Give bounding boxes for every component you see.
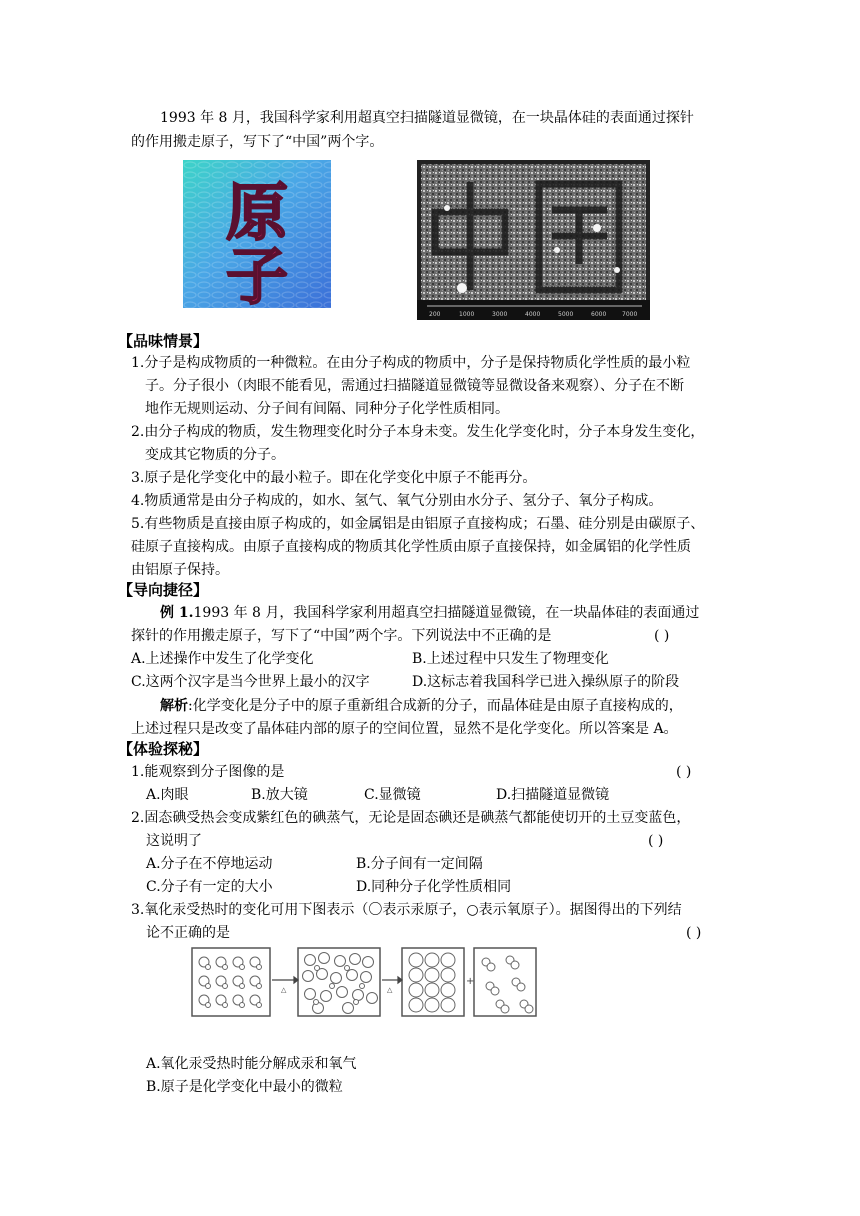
q2-option-d: D.同种分子化学性质相同: [356, 879, 512, 895]
q2-stem-1: 2.固态碘受热会变成紫红色的碘蒸气，无论是固态碘还是碘蒸气都能使切开的土豆变蓝色，: [131, 810, 691, 826]
q1-option-d: D.扫描隧道显微镜: [496, 787, 610, 803]
example-text-1: 1993 年 8 月，我国科学家利用超真空扫描隧道显微镜，在一块晶体硅的表面通过: [193, 605, 700, 621]
q3-answer-paren[interactable]: ( ): [686, 925, 702, 941]
s1-line: 2.由分子构成的物质，发生物理变化时分子本身未变。发生化学变化时，分子本身发生变化，: [131, 424, 705, 440]
s1-line: 变成其它物质的分子。: [145, 447, 285, 463]
atom-circle: [361, 972, 372, 983]
atom-circle: [206, 984, 211, 989]
atom-circle: [337, 987, 348, 998]
q2-option-a: A.分子在不停地运动: [146, 856, 273, 872]
example-line-2: 探针的作用搬走原子，写下了“中国”两个字。下列说法中不正确的是: [131, 628, 552, 644]
atom-image-char-1: 原: [225, 176, 289, 249]
q1-option-b: B.放大镜: [251, 787, 308, 803]
atom-circle: [409, 953, 423, 967]
atom-circle: [206, 965, 211, 970]
option-a: A.上述操作中发生了化学变化: [131, 651, 314, 667]
atom-circle: [240, 965, 245, 970]
atom-circle: [525, 1005, 533, 1013]
atom-circle: [354, 1000, 359, 1005]
atom-circle: [331, 973, 342, 984]
example-label: 例 1.: [160, 605, 194, 621]
intro-line-2: 的作用搬走原子，写下了“中国”两个字。: [131, 134, 384, 150]
atom-circle: [409, 983, 423, 997]
atom-circle: [223, 984, 228, 989]
stm-scale-label: 6000: [591, 311, 607, 318]
q1-option-c: C.显微镜: [364, 787, 421, 803]
atom-circle: [425, 968, 439, 982]
q2-option-b: B.分子间有一定间隔: [356, 856, 483, 872]
s1-line: 4.物质通常是由分子构成的，如水、氢气、氧气分别由水分子、氢分子、氧分子构成。: [131, 493, 663, 509]
option-b: B.上述过程中只发生了物理变化: [412, 651, 609, 667]
analysis-line-2: 上述过程只是改变了晶体硅内部的原子的空间位置，显然不是化学变化。所以答案是 A。: [131, 721, 678, 737]
atom-circle: [305, 989, 316, 1000]
q3-stem-1: 3.氧化汞受热时的变化可用下图表示（〇表示汞原子，○表示氧原子）。据图得出的下列结: [131, 902, 682, 918]
stm-scale-label: 7000: [622, 311, 638, 318]
atom-circle: [330, 984, 335, 989]
s1-line: 子。分子很小（肉眼不能看见，需通过扫描隧道显微镜等显微设备来观察）、分子在不断: [145, 378, 684, 394]
q1-stem: 1.能观察到分子图像的是: [131, 764, 285, 780]
atom-circle: [315, 966, 320, 971]
analysis-label: 解析: [160, 698, 188, 714]
atom-circle: [517, 983, 525, 991]
s1-line: 硅原子直接构成。由原子直接构成的物质其化学性质由原子直接保持，如金属铝的化学性质: [131, 539, 691, 555]
example-line-1: [160, 602, 699, 624]
q3-stem-2: 论不正确的是: [146, 925, 230, 941]
atom-circle: [223, 965, 228, 970]
svg-text:+: +: [466, 976, 475, 987]
stm-scale-label: 200: [429, 311, 441, 318]
svg-text:△: △: [387, 986, 393, 994]
atom-circle: [501, 1005, 509, 1013]
q3-option-a: A.氧化汞受热时能分解成汞和氧气: [146, 1056, 357, 1072]
q1-answer-paren[interactable]: ( ): [676, 764, 692, 780]
atom-circle: [367, 993, 378, 1004]
atom-circle: [353, 990, 364, 1001]
section-heading-tiyan: 【体验探秘】: [118, 740, 209, 758]
atom-circle: [441, 953, 455, 967]
analysis-text-1: :化学变化是分子中的原子重新组合成新的分子，而晶体硅是由原子直接构成的，: [188, 698, 683, 714]
atom-circle: [425, 998, 439, 1012]
atom-circle: [303, 971, 314, 982]
s1-line: 地作无规则运动、分子间有间隔、同种分子化学性质相同。: [145, 401, 509, 417]
atom-circle: [206, 1003, 211, 1008]
q3-option-b: B.原子是化学变化中最小的微粒: [146, 1079, 343, 1095]
option-d: D.这标志着我国科学已进入操纵原子的阶段: [412, 674, 680, 690]
analysis-line-1: [160, 695, 683, 717]
stm-scale-label: 1000: [459, 311, 475, 318]
atom-circle: [240, 984, 245, 989]
atom-circle: [335, 956, 346, 967]
mercury-oxide-diagram: [190, 946, 540, 1020]
stm-scale-label: 3000: [492, 311, 508, 318]
s1-line: 1.分子是构成物质的一种微粒。在由分子构成的物质中，分子是保持物质化学性质的最小粒: [131, 355, 691, 371]
q2-option-c: C.分子有一定的大小: [146, 879, 273, 895]
intro-line-1: 1993 年 8 月，我国科学家利用超真空扫描隧道显微镜，在一块晶体硅的表面通过探针: [160, 110, 694, 126]
atom-image: [183, 160, 331, 308]
s1-line: 5.有些物质是直接由原子构成的，如金属铝是由铝原子直接构成；石墨、硅分别是由碳原子、: [131, 516, 705, 532]
atom-circle: [305, 955, 316, 966]
atom-image-char-2: 子: [225, 240, 289, 308]
stm-scale-label: 4000: [525, 311, 541, 318]
atom-circle: [319, 953, 330, 964]
answer-paren[interactable]: ( ): [654, 628, 670, 644]
q2-stem-2: 这说明了: [146, 833, 202, 849]
atom-circle: [240, 1003, 245, 1008]
atom-circle: [441, 968, 455, 982]
atom-circle: [345, 966, 350, 971]
atom-circle: [425, 953, 439, 967]
atom-circle: [343, 1003, 354, 1014]
s1-line: 3.原子是化学变化中的最小粒子。即在化学变化中原子不能再分。: [131, 470, 537, 486]
s1-line: 由铝原子保持。: [131, 562, 229, 578]
atom-circle: [257, 984, 262, 989]
stm-scale-label: 5000: [558, 311, 574, 318]
stm-image: [417, 160, 650, 320]
atom-circle: [360, 984, 365, 989]
atom-circle: [314, 1000, 319, 1005]
atom-circle: [425, 983, 439, 997]
atom-circle: [441, 998, 455, 1012]
atom-circle: [257, 965, 262, 970]
atom-circle: [441, 983, 455, 997]
section-heading-pinwei: 【品味情景】: [118, 332, 209, 350]
section-heading-daoxiang: 【导向捷径】: [118, 581, 209, 599]
option-c: C.这两个汉字是当今世界上最小的汉字: [131, 674, 370, 690]
atom-circle: [487, 963, 495, 971]
atom-circle: [350, 954, 361, 965]
atom-circle: [491, 987, 499, 995]
svg-text:△: △: [281, 986, 287, 994]
atom-circle: [409, 968, 423, 982]
atom-circle: [321, 991, 332, 1002]
atom-circle: [511, 961, 519, 969]
atom-circle: [347, 970, 358, 981]
atom-circle: [409, 998, 423, 1012]
q2-answer-paren[interactable]: ( ): [648, 833, 664, 849]
q1-option-a: A.肉眼: [146, 787, 189, 803]
atom-circle: [363, 957, 374, 968]
atom-circle: [223, 1003, 228, 1008]
atom-circle: [257, 1003, 262, 1008]
